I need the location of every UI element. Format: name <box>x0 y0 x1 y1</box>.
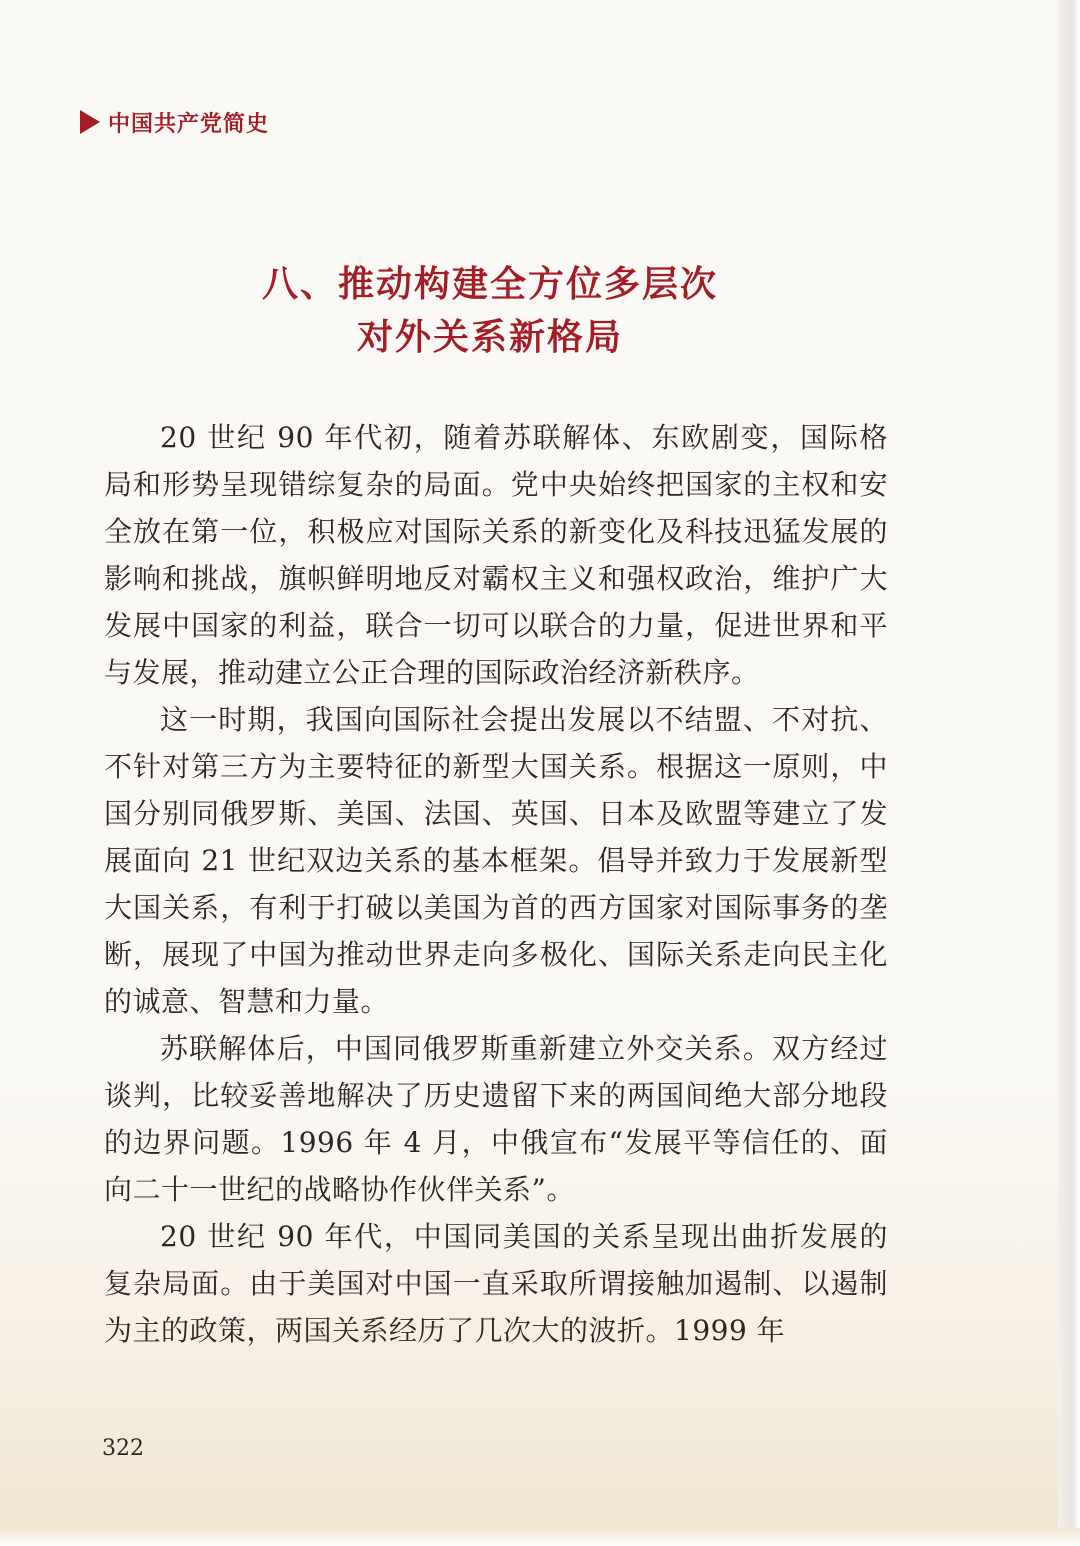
paragraph: 20 世纪 90 年代初，随着苏联解体、东欧剧变，国际格局和形势呈现错综复杂的局面。党中央始终把国家的主权和安全放在第一位，积极应对国际关系的新变化及科技迅猛发展的影响和挑战，旗帜鲜明地反对霸权主义和强权政治，维护广大发展中国家的利益，联合一切可以联合的力量，促进世界和平与发展，推动建立公正合理的国际政治经济新秩序。 <box>104 421 888 689</box>
paragraph: 20 世纪 90 年代，中国同美国的关系呈现出曲折发展的复杂局面。由于美国对中国一直采取所谓接触加遏制、以遏制为主的政策，两国关系经历了几次大的波折。1999 年 <box>104 1220 888 1347</box>
running-header <box>80 104 269 140</box>
section-title-line-1: 八、推动构建全方位多层次 <box>261 264 718 305</box>
paragraph: 这一时期，我国向国际社会提出发展以不结盟、不对抗、不针对第三方为主要特征的新型大国关系。根据这一原则，中国分别同俄罗斯、美国、法国、英国、日本及欧盟等建立了发展面向 21 世纪双边关系的基本框架。倡导并致力于发展新型大国关系，有利于打破以美国为首的西方国家对国际事务的垄断，展现了中国为推动世界走向多极化、国际关系走向民主化的诚意、智慧和力量。 <box>104 703 888 1018</box>
book-title: 中国共产党简史 <box>108 111 270 137</box>
page-bottom-edge <box>0 1528 1080 1546</box>
page-edge-shadow <box>1058 0 1080 1546</box>
body-text <box>104 414 888 1354</box>
section-title-line-2: 对外关系新格局 <box>356 317 623 358</box>
page-number: 322 <box>102 1436 144 1461</box>
paragraph: 苏联解体后，中国同俄罗斯重新建立外交关系。双方经过谈判，比较妥善地解决了历史遗留下来的两国间绝大部分地段的边界问题。1996 年 4 月，中俄宣布“发展平等信任的、面向二十一世纪的战略协作伙伴关系”。 <box>104 1032 888 1206</box>
triangle-marker-icon <box>80 110 100 134</box>
